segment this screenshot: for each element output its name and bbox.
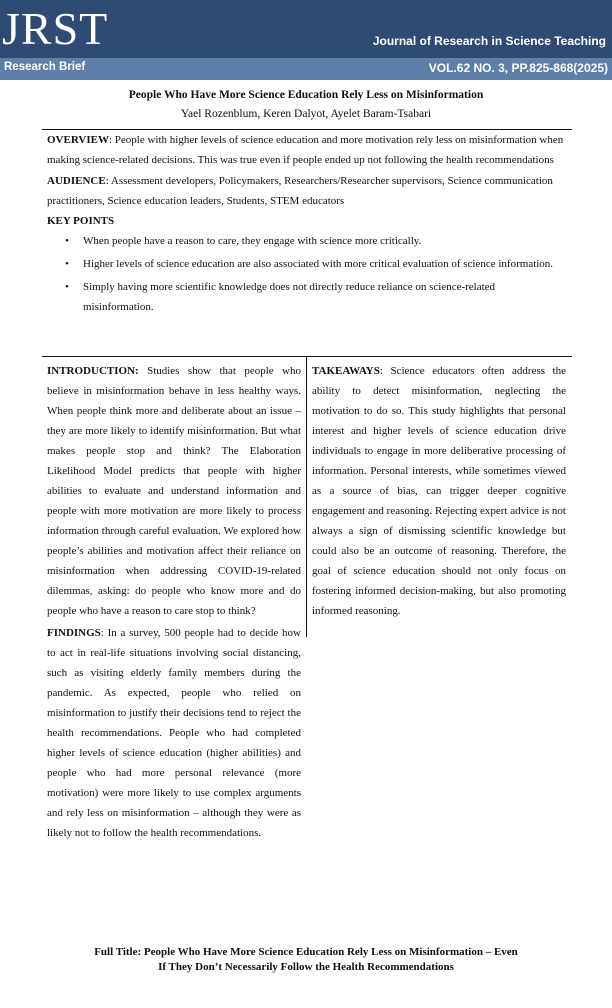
key-points-label: KEY POINTS — [47, 215, 115, 227]
introduction-label: INTRODUCTION: — [47, 365, 139, 377]
footer-line-1: Full Title: People Who Have More Science Education Rely Less on Misinformation – Even — [94, 946, 518, 958]
research-brief-label: Research Brief — [4, 61, 86, 73]
brief-title: People Who Have More Science Education Rely Less on Misinformation — [128, 89, 484, 101]
list-item: • Higher levels of science education are also associated with more critical evaluation of science information. — [47, 254, 567, 274]
overview-paragraph — [47, 130, 567, 170]
list-item: • When people have a reason to care, they engage with science more critically. — [47, 231, 567, 251]
footer-line-2: If They Don’t Necessarily Follow the Health Recommendations — [158, 961, 454, 973]
full-title-footer — [0, 945, 612, 975]
takeaways-paragraph — [312, 361, 566, 621]
journal-name: Journal of Research in Science Teaching — [372, 34, 606, 48]
volume-info: VOL.62 NO. 3, PP.825-868(2025) — [428, 61, 608, 75]
journal-logo: JRST — [2, 3, 109, 54]
bullet-icon: • — [65, 281, 69, 293]
introduction-text: Studies show that people who believe in misinformation behave in less healthy ways. When people think more and deliberate about an issue – they are more likely to identify misinformation. But what makes people stop and think? The Elaboration Likelihood Model predicts that people with higher abilities to evaluate and understand information and people with more motivation are more likely to process information through careful evaluation. We explored how people’s abilities and motivation affect their reliance on misinformation when addressing COVID-19-related dilemmas, asking: do people who know more and do people who have a reason to care stop to think? — [47, 365, 301, 617]
takeaways-text: : Science educators often address the ability to detect misinformation, neglecting the motivation to do so. This study highlights that personal interest and higher levels of science education drive individuals to engage in more deliberative processing of information. Personal interests, while sometimes viewed as a source of bias, can trigger deeper cognitive engagement and reasoning. Rejecting expert advice is not always a sign of dismissing scientific knowledge but could also be an outcome of reasoning. Therefore, the goal of science education should not only focus on fostering informed decision-making, but also promoting informed reasoning. — [312, 365, 566, 617]
audience-text: : Assessment developers, Policymakers, Researchers/Researcher supervisors, Science communication practitioners, Science education leaders, Students, STEM educators — [47, 175, 553, 207]
right-column — [312, 361, 566, 621]
column-divider — [306, 357, 307, 637]
key-points-list — [47, 231, 567, 317]
left-column — [47, 361, 301, 843]
overview-label: OVERVIEW — [47, 134, 109, 146]
findings-paragraph — [47, 623, 301, 843]
summary-block — [47, 130, 567, 320]
bullet-icon: • — [65, 258, 69, 270]
bullet-icon: • — [65, 235, 69, 247]
audience-label: AUDIENCE — [47, 175, 106, 187]
findings-text: : In a survey, 500 people had to decide how to act in real-life situations involving social distancing, such as visiting elderly family members during the pandemic. As expected, people who relied on misinformation to justify their decisions tend to reject the health recommendations. People who had completed higher levels of science education (higher abilities) and people who had more personal relevance (more motivation) were more likely to use complex arguments and rely less on misinformation – although they were as likely not to follow the health recommendations. — [47, 627, 301, 839]
overview-text: : People with higher levels of science education and more motivation rely less on misinformation when making science-related decisions. This was true even if people ended up not following the health recommendations — [47, 134, 564, 166]
introduction-paragraph — [47, 361, 301, 621]
middle-divider — [42, 356, 572, 357]
list-item: • Simply having more scientific knowledge does not directly reduce reliance on science-related misinformation. — [47, 277, 567, 317]
audience-paragraph — [47, 171, 567, 211]
takeaways-label: TAKEAWAYS — [312, 365, 380, 377]
author-list: Yael Rozenblum, Keren Dalyot, Ayelet Baram-Tsabari — [180, 108, 432, 120]
findings-label: FINDINGS — [47, 627, 101, 639]
journal-header — [0, 0, 612, 80]
